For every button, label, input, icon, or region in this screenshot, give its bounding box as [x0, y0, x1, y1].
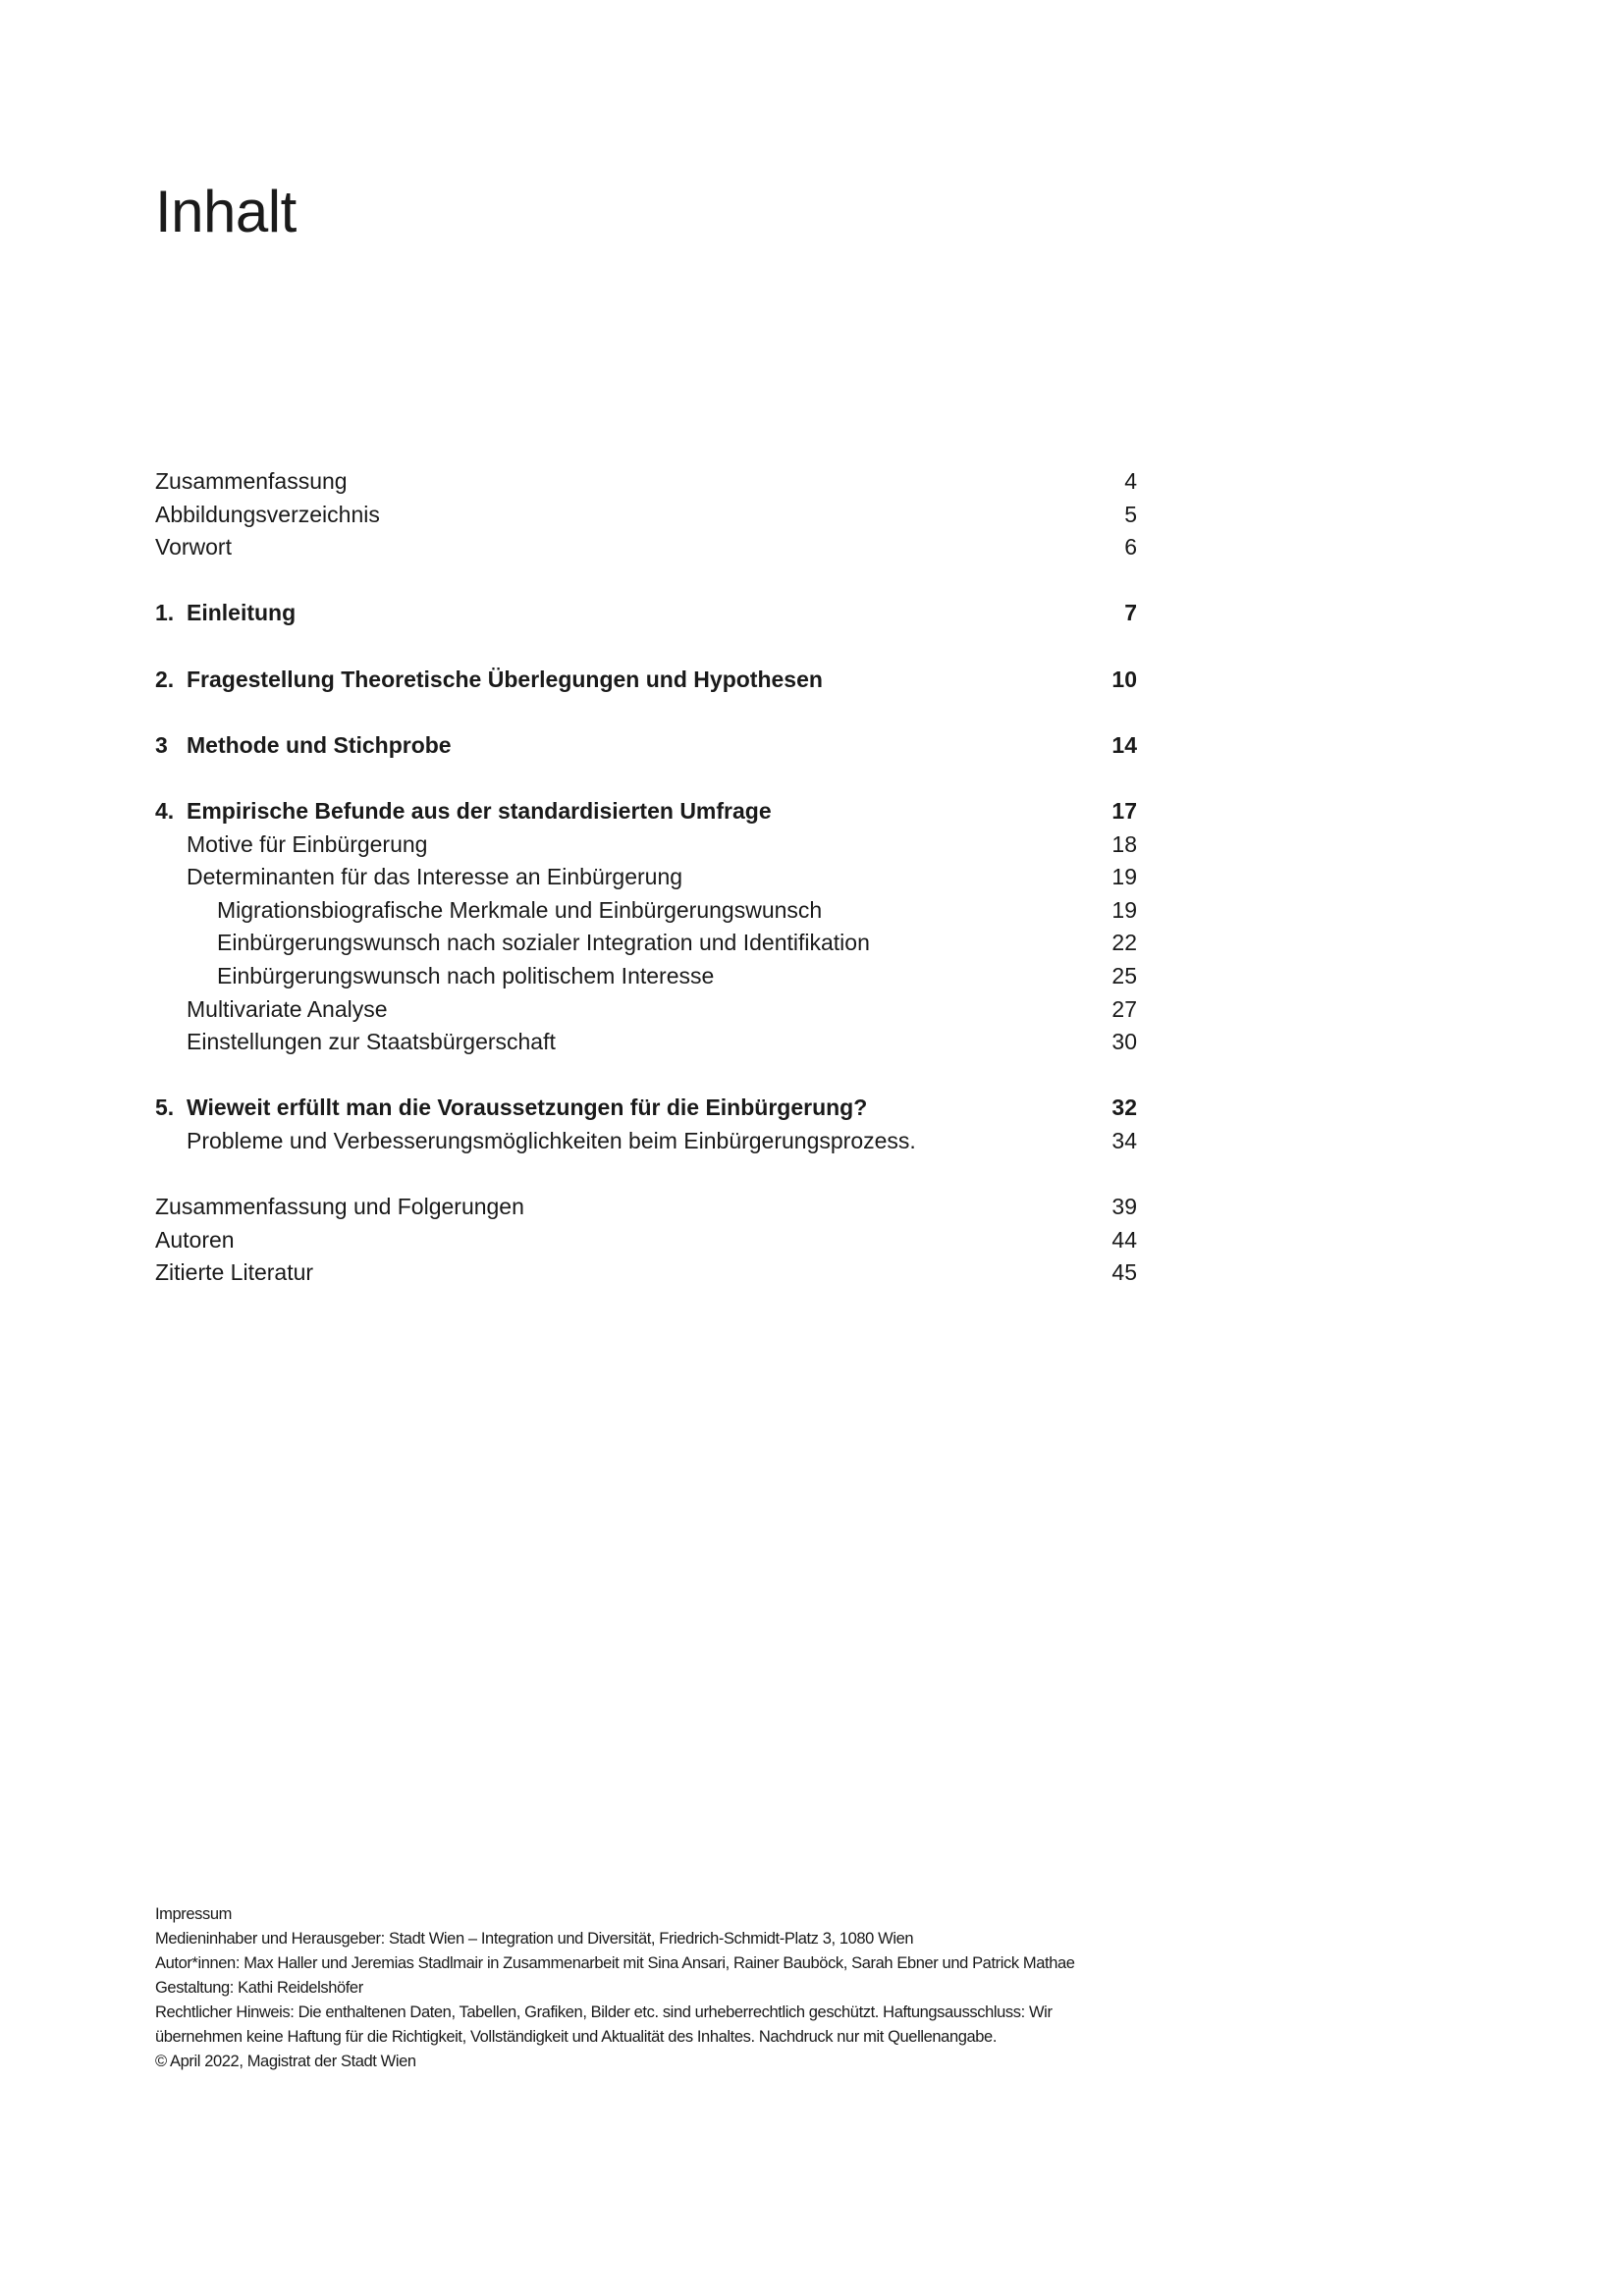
toc-chapter[interactable]: [155, 729, 1137, 763]
toc-chapter-page: 32: [1111, 1095, 1137, 1121]
toc-entry[interactable]: [155, 1224, 1137, 1257]
toc-section[interactable]: [155, 861, 1137, 894]
toc-section-title: Einstellungen zur Staatsbürgerschaft: [187, 1029, 556, 1055]
toc-entry-title: Zitierte Literatur: [155, 1259, 314, 1286]
toc-entry[interactable]: [155, 531, 1137, 564]
imprint-copyright: © April 2022, Magistrat der Stadt Wien: [155, 2053, 416, 2070]
toc-chapter-number: 5.: [155, 1095, 175, 1121]
toc-section[interactable]: [155, 828, 1137, 862]
toc-chapter-page: 14: [1111, 731, 1137, 758]
toc-entry[interactable]: [155, 499, 1137, 532]
toc-entry-title: Autoren: [155, 1226, 235, 1253]
toc-subsection[interactable]: [155, 927, 1137, 960]
imprint: [155, 1902, 1137, 2074]
toc-entry[interactable]: [155, 1256, 1137, 1290]
toc-section[interactable]: [155, 993, 1137, 1027]
toc-subsection-title: Einbürgerungswunsch nach politischem Interesse: [217, 962, 715, 988]
toc-entry-page: 6: [1124, 534, 1137, 561]
toc-subsection-page: 25: [1111, 962, 1137, 988]
imprint-owner: Medieninhaber und Herausgeber: Stadt Wien – Integration und Diversität, Friedrich-Schmidt-Platz 3, 1080 Wien: [155, 1930, 914, 1948]
toc-chapter[interactable]: [155, 664, 1137, 697]
imprint-design: Gestaltung: Kathi Reidelshöfer: [155, 1979, 363, 1997]
toc-section-page: 18: [1111, 830, 1137, 857]
toc-chapter-title: Empirische Befunde aus der standardisierten Umfrage: [187, 797, 772, 824]
toc-chapter-title: Einleitung: [187, 600, 297, 626]
toc-chapter-title: Fragestellung Theoretische Überlegungen und Hypothesen: [187, 666, 823, 692]
toc-entry-page: 5: [1124, 501, 1137, 527]
toc-chapter-title: Wieweit erfüllt man die Voraussetzungen für die Einbürgerung?: [187, 1095, 868, 1121]
toc-entry[interactable]: [155, 1191, 1137, 1224]
toc-subsection-title: Migrationsbiografische Merkmale und Einbürgerungswunsch: [217, 896, 823, 923]
toc-subsection-title: Einbürgerungswunsch nach sozialer Integration und Identifikation: [217, 930, 870, 956]
toc-section-title: Motive für Einbürgerung: [187, 830, 428, 857]
imprint-authors: Autor*innen: Max Haller und Jeremias Stadlmair in Zusammenarbeit mit Sina Ansari, Rainer Bauböck, Sarah Ebner und Patrick Mathae: [155, 1954, 1075, 1972]
toc-section-page: 30: [1111, 1029, 1137, 1055]
toc-entry-page: 45: [1111, 1259, 1137, 1286]
imprint-legal-notice: Rechtlicher Hinweis: Die enthaltenen Daten, Tabellen, Grafiken, Bilder etc. sind urheberrechtlich geschützt. Haftungsausschluss: Wir: [155, 2003, 1053, 2021]
toc-entry-page: 4: [1124, 468, 1137, 494]
toc-section[interactable]: [155, 1125, 1137, 1158]
toc-section-title: Determinanten für das Interesse an Einbürgerung: [187, 864, 683, 890]
toc-section-page: 27: [1111, 995, 1137, 1022]
toc-chapter[interactable]: [155, 597, 1137, 630]
toc-subsection-page: 19: [1111, 896, 1137, 923]
toc-chapter-number: 1.: [155, 600, 175, 626]
toc-chapter[interactable]: [155, 795, 1137, 828]
toc-chapter-title: Methode und Stichprobe: [187, 731, 452, 758]
toc-chapter-page: 17: [1111, 797, 1137, 824]
toc-subsection-page: 22: [1111, 930, 1137, 956]
toc-entry-title: Vorwort: [155, 534, 232, 561]
toc-chapter[interactable]: [155, 1092, 1137, 1125]
toc-section-title: Probleme und Verbesserungsmöglichkeiten beim Einbürgerungsprozess.: [187, 1127, 916, 1153]
imprint-heading: Impressum: [155, 1905, 232, 1923]
page-title: Inhalt: [155, 179, 297, 244]
toc-entry-title: Abbildungsverzeichnis: [155, 501, 380, 527]
toc-section[interactable]: [155, 1026, 1137, 1059]
toc-section-title: Multivariate Analyse: [187, 995, 388, 1022]
imprint-legal-notice-continued: übernehmen keine Haftung für die Richtigkeit, Vollständigkeit und Aktualität des Inhaltes. Nachdruck nur mit Quellenangabe.: [155, 2028, 998, 2046]
toc-subsection[interactable]: [155, 894, 1137, 928]
toc-section-page: 19: [1111, 864, 1137, 890]
toc-subsection[interactable]: [155, 960, 1137, 993]
toc-chapter-number: 2.: [155, 666, 175, 692]
toc-chapter-number: 4.: [155, 797, 175, 824]
toc-chapter-page: 7: [1124, 600, 1137, 626]
toc-entry-title: Zusammenfassung: [155, 468, 348, 494]
toc-section-page: 34: [1111, 1127, 1137, 1153]
toc-entry-title: Zusammenfassung und Folgerungen: [155, 1194, 524, 1220]
toc-chapter-page: 10: [1111, 666, 1137, 692]
toc-entry[interactable]: [155, 465, 1137, 499]
toc-chapter-number: 3: [155, 731, 168, 758]
toc-entry-page: 39: [1111, 1194, 1137, 1220]
toc-entry-page: 44: [1111, 1226, 1137, 1253]
table-of-contents: [155, 465, 1137, 1290]
